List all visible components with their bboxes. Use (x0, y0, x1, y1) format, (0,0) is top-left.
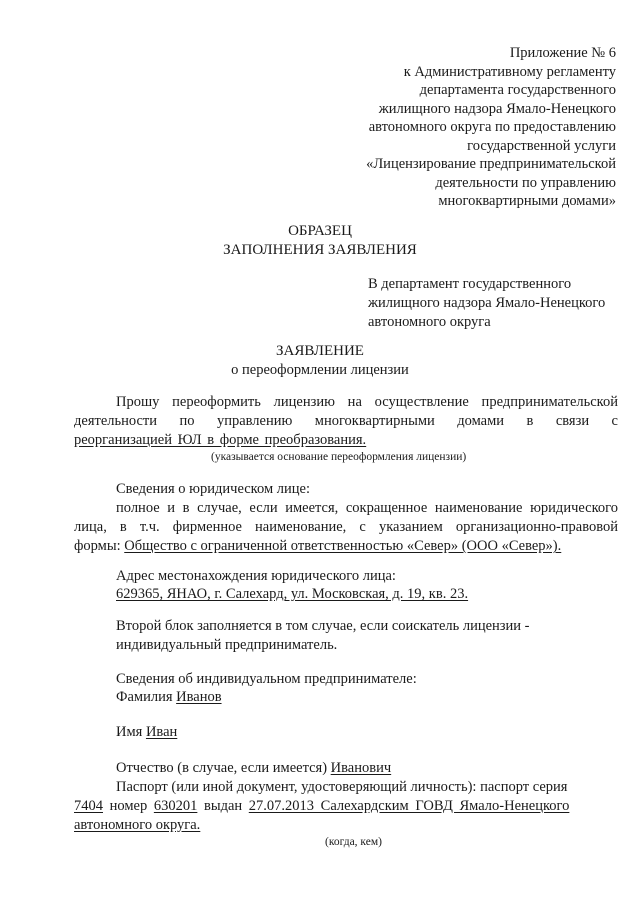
appendix-line: многоквартирными домами» (438, 193, 616, 210)
legal-entity-label: Сведения о юридическом лице: (116, 481, 310, 497)
name-label: Имя (116, 724, 146, 740)
surname-value: Иванов (176, 689, 222, 705)
second-block-note-line-1: Второй блок заполняется в том случае, если соискатель лицензии - (116, 618, 530, 634)
passport-number-label: номер (109, 798, 148, 814)
appendix-line: автономного округа по предоставлению (368, 119, 616, 136)
appendix-line: «Лицензирование предпринимательской (366, 156, 616, 173)
addressee-block (368, 275, 628, 332)
legal-form-prefix: формы: (74, 538, 125, 554)
legal-entity-name-row (74, 537, 618, 556)
passport-hint: (когда, кем) (325, 836, 382, 848)
patronymic-value: Иванович (330, 760, 392, 776)
passport-issued-value-2: автономного округа. (74, 817, 201, 833)
appendix-line: департамента государственного (419, 82, 616, 99)
patronymic-row (116, 759, 391, 778)
passport-line-2 (74, 797, 618, 816)
appendix-line: жилищного надзора Ямало-Ненецкого (378, 100, 616, 117)
appendix-block (316, 44, 616, 211)
name-row (116, 723, 177, 742)
request-basis (74, 431, 618, 450)
legal-entity-line-1: полное и в случае, если имеется, сокращенное наименование юридического (116, 500, 618, 516)
name-value: Иван (145, 724, 178, 740)
sample-heading: ОБРАЗЕЦ (288, 223, 352, 239)
addressee-line: жилищного надзора Ямало-Ненецкого (368, 294, 606, 311)
request-line-1: Прошу переоформить лицензию на осуществление предпринимательской (116, 394, 618, 410)
addressee-line: В департамент государственного (368, 276, 572, 292)
surname-label: Фамилия (116, 689, 177, 705)
sample-subheading: ЗАПОЛНЕНИЯ ЗАЯВЛЕНИЯ (223, 242, 417, 258)
statement-title: ЗАЯВЛЕНИЕ (276, 343, 364, 359)
basis-value: реорганизацией ЮЛ в форме преобразования. (74, 432, 367, 448)
passport-number: 630201 (153, 798, 198, 814)
basis-hint: (указывается основание переоформления лицензии) (211, 451, 467, 463)
appendix-line: деятельности по управлению (435, 174, 616, 191)
address-label: Адрес местонахождения юридического лица: (116, 568, 396, 584)
appendix-line: Приложение № 6 (509, 45, 616, 61)
passport-line-1: Паспорт (или иной документ, удостоверяющий личность): паспорт серия (116, 779, 568, 795)
addressee-line: автономного округа (368, 313, 491, 330)
legal-entity-name-value: Общество с ограниченной ответственностью «Север» (ООО «Север»). (124, 538, 562, 554)
request-line-2: деятельности по управлению многоквартирными домами в связи с (74, 413, 618, 429)
passport-series: 7404 (74, 798, 103, 814)
statement-subtitle: о переоформлении лицензии (231, 362, 409, 378)
passport-line-3 (74, 816, 618, 835)
passport-issued-value: 27.07.2013 Салехардским ГОВД Ямало-Ненецкого (248, 798, 570, 814)
appendix-line: государственной услуги (467, 137, 616, 154)
address-value: 629365, ЯНАО, г. Салехард, ул. Московская, д. 19, кв. 23. (116, 586, 469, 602)
individual-label: Сведения об индивидуальном предпринимателе: (116, 671, 417, 687)
appendix-line: к Административному регламенту (403, 63, 616, 80)
second-block-note-line-2: индивидуальный предприниматель. (116, 637, 338, 653)
legal-entity-line-2: лица, в т.ч. фирменное наименование, с указанием организационно-правовой (74, 519, 618, 535)
passport-issued-label: выдан (203, 798, 243, 814)
surname-row (116, 688, 222, 707)
patronymic-label: Отчество (в случае, если имеется) (116, 760, 331, 776)
